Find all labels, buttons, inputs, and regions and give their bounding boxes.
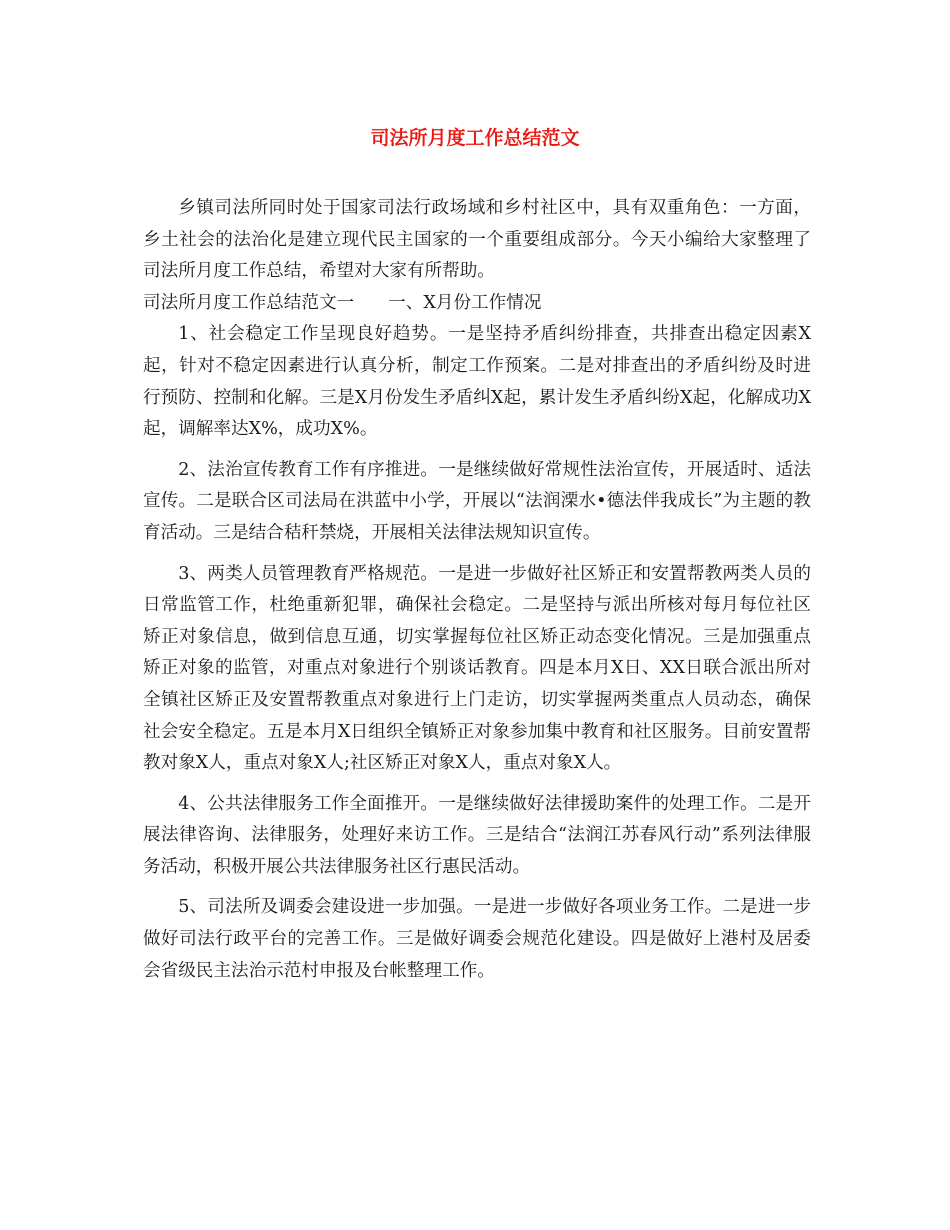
- paragraph-3: 3、两类人员管理教育严格规范。一是进一步做好社区矫正和安置帮教两类人员的日常监管工作，杜绝重新犯罪，确保社会稳定。二是坚持与派出所核对每月每位社区矫正对象信息，做到信息互通，切实掌握每位社区矫正动态变化情况。三是加强重点矫正对象的监管，对重点对象进行个别谈话教育。四是本月X日、XX日联合派出所对全镇社区矫正及安置帮教重点对象进行上门走访，切实掌握两类重点人员动态，确保社会安全稳定。五是本月X日组织全镇矫正对象参加集中教育和社区服务。目前安置帮教对象X人，重点对象X人;社区矫正对象X人，重点对象X人。: [143, 563, 811, 774]
- document-body: [143, 193, 811, 987]
- intro-paragraph: 乡镇司法所同时处于国家司法行政场域和乡村社区中，具有双重角色：一方面，乡土社会的法治化是建立现代民主国家的一个重要组成部分。今天小编给大家整理了司法所月度工作总结，希望对大家有所帮助。: [143, 198, 811, 282]
- paragraph-4: 4、公共法律服务工作全面推开。一是继续做好法律援助案件的处理工作。二是开展法律咨询、法律服务，处理好来访工作。三是结合“法润江苏春风行动”系列法律服务活动，积极开展公共法律服务社区行惠民活动。: [143, 793, 811, 877]
- section-heading-right: 一、X月份工作情况: [388, 292, 542, 313]
- document-title: 司法所月度工作总结范文: [370, 127, 580, 149]
- section-heading: [143, 288, 811, 320]
- section-heading-left: 司法所月度工作总结范文一: [143, 292, 355, 313]
- paragraph-5: 5、司法所及调委会建设进一步加强。一是进一步做好各项业务工作。二是进一步做好司法行政平台的完善工作。三是做好调委会规范化建设。四是做好上港村及居委会省级民主法治示范村申报及台帐整理工作。: [143, 897, 811, 981]
- paragraph-2: 2、法治宣传教育工作有序推进。一是继续做好常规性法治宣传，开展适时、适法宣传。二是联合区司法局在洪蓝中小学，开展以“法润溧水•德法伴我成长”为主题的教育活动。三是结合秸秆禁烧，开展相关法律法规知识宣传。: [143, 459, 811, 543]
- paragraph-1: 1、社会稳定工作呈现良好趋势。一是坚持矛盾纠纷排查，共排查出稳定因素X起，针对不稳定因素进行认真分析，制定工作预案。二是对排查出的矛盾纠纷及时进行预防、控制和化解。三是X月份发生矛盾纠X起，累计发生矛盾纠纷X起，化解成功X起，调解率达X%，成功X%。: [143, 324, 811, 440]
